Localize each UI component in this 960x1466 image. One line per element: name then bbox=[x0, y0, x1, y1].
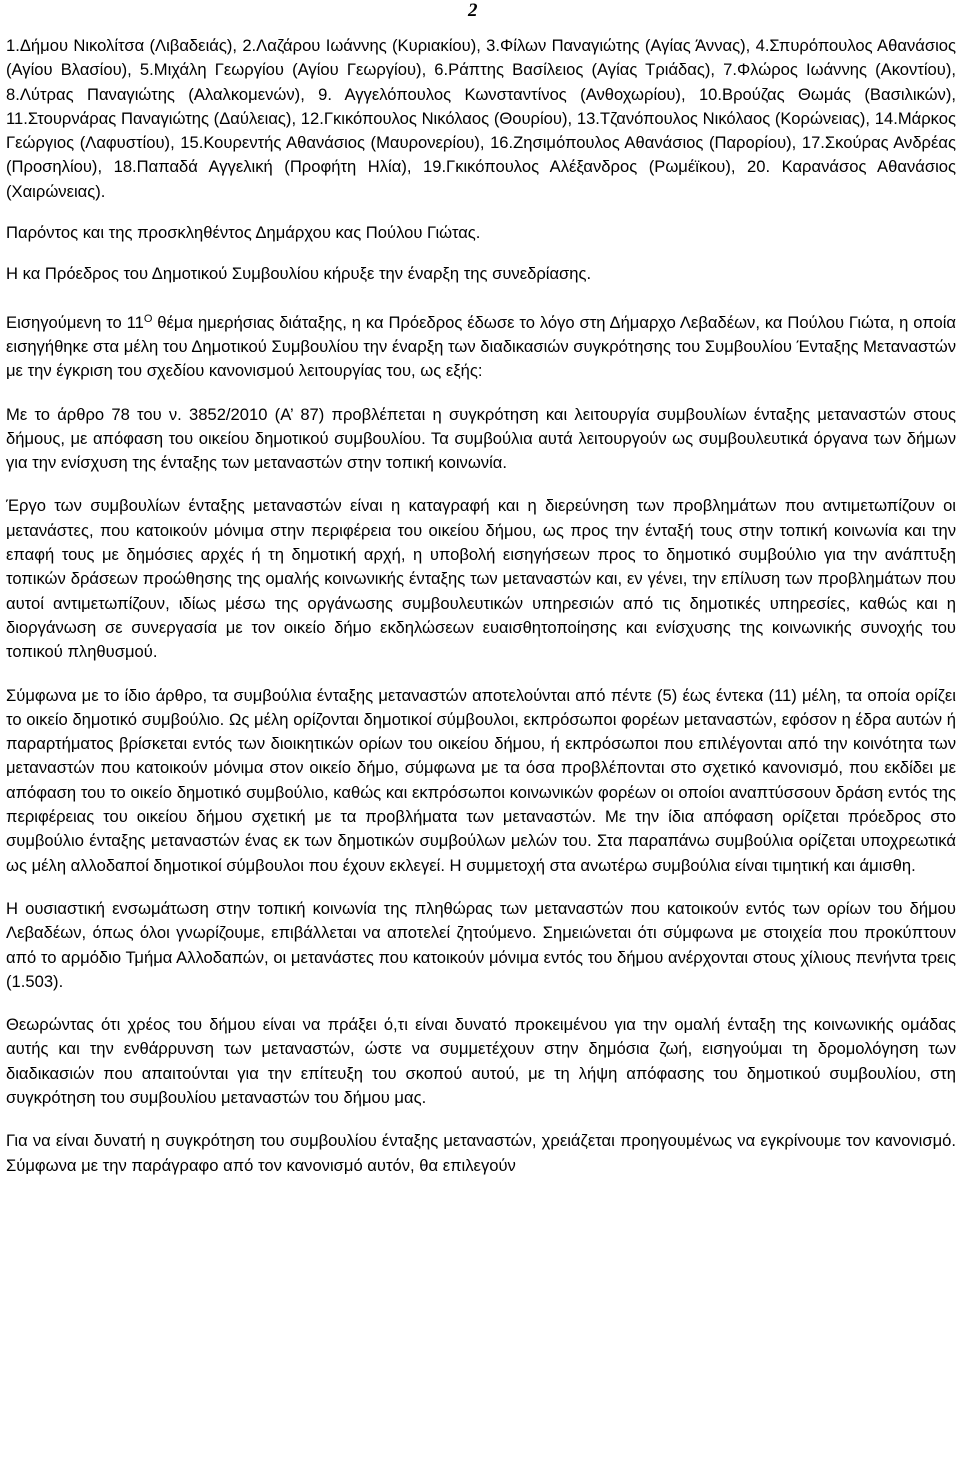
attendees-paragraph: 1.Δήμου Νικολίτσα (Λιβαδειάς), 2.Λαζάρου Ιωάννης (Κυριακίου), 3.Φίλων Παναγιώτης (Αγίας Άννας), 4.Σπυρόπουλος Αθανάσιος (Αγίου Βλασίου), 5.Μιχάλη Γεωργίου (Αγίου Γεωργίου), 6.Ράπτης Βασίλειος (Αγίας Τριάδας), 7.Φλώρος Ιωάννης (Ακοντίου), 8.Λύτρας Παναγιώτης (Αλαλκομενών), 9. Αγγελόπουλος Κωνσταντίνος (Ανθοχωρίου), 10.Βρούζας Θωμάς (Βασιλικών), 11.Στουρνάρας Παναγιώτης (Δαύλειας), 12.Γκικόπουλος Νικόλαος (Θουρίου), 13.Τζανόπουλος Νικόλαος (Κορώνειας), 14.Μάρκος Γεώργιος (Λαφυστίου), 15.Κουρεντής Αθανάσιος (Μαυρονερίου), 16.Ζησιμόπουλος Αθανάσιος (Παρορίου), 17.Σκούρας Ανδρέας (Προσηλίου), 18.Παπαδά Αγγελική (Προφήτη Ηλία), 19.Γκικόπουλος Αλέξανδρος (Ρωμέϊκου), 20. Καρανάσος Αθανάσιος (Χαιρώνειας). bbox=[6, 36, 956, 201]
law-paragraph: Με το άρθρο 78 του ν. 3852/2010 (Α’ 87) προβλέπεται η συγκρότηση και λειτουργία συμβουλίων ένταξης μεταναστών στους δήμους, με απόφαση του οικείου δημοτικού συμβουλίου. Τα συμβούλια αυτά λειτουργούν ως συμβουλευτικά όργανα των δήμων για την ενίσχυση της ένταξης των μεταναστών στην τοπική κοινωνία. bbox=[6, 404, 956, 473]
document-body bbox=[6, 34, 956, 1178]
mission-paragraph: Έργο των συμβουλίων ένταξης μεταναστών είναι η καταγραφή και η διερεύνηση των προβλημάτων που αντιμετωπίζουν οι μετανάστες, που κατοικούν μόνιμα στην περιφέρεια του οικείου δήμου, ως προς την ένταξή τους στην τοπική κοινωνία και την επαφή τους με δημόσιες αρχές ή τη δημοτική αρχή, η υποβολή εισηγήσεων προς το δημοτικό συμβούλιο για την ανάπτυξη τοπικών δράσεων προώθησης της ομαλής κοινωνικής ένταξης των μεταναστών και, εν γένει, την επίλυση των προβλημάτων που αυτοί αντιμετωπίζουν, ιδίως μέσω της οργάνωσης συμβουλευτικών υπηρεσιών από τις δημοτικές υπηρεσίες, καθώς και η διοργάνωση σε συνεργασία με τον οικείο δήμο εκδηλώσεων ευαισθητοποίησης και ενίσχυσης της κοινωνικής συνοχής του τοπικού πληθυσμού. bbox=[6, 496, 956, 662]
intro-text-rest: θέμα ημερήσιας διάταξης, η κα Πρόεδρος έδωσε το λόγο στη Δήμαρχο Λεβαδέων, κα Πούλου Γιώτα, η οποία εισηγήθηκε στα μέλη του Δημοτικού Συμβουλίου την έναρξη των διαδικασιών συγκρότησης του Συμβουλίου Ένταξης Μεταναστών με την έγκριση του σχεδίου κανονισμού λειτουργίας του, ως εξής: bbox=[6, 312, 956, 381]
composition-paragraph: Σύμφωνα με το ίδιο άρθρο, τα συμβούλια ένταξης μεταναστών αποτελούνται από πέντε (5) έως έντεκα (11) μέλη, τα οποία ορίζει το οικείο δημοτικό συμβούλιο. Ως μέλη ορίζονται δημοτικοί σύμβουλοι, εκπρόσωποι φορέων μεταναστών, εφόσον η έδρα αυτών ή παραρτήματος βρίσκεται εντός των διοικητικών ορίων του οικείου δήμου, ή εκπρόσωποι που επιλέγονται από την κοινότητα των μεταναστών που κατοικούν μόνιμα στον οικείο δήμο, σύμφωνα με τα όσα προβλέπονται στο σχετικό κανονισμό, που εκδίδει με απόφαση του το οικείο δημοτικό συμβούλιο, καθώς και εκπρόσωποι κοινωνικών φορέων οι οποίοι αναπτύσσουν δράση εντός της περιφέρειας του οικείου δήμου σχετική με τα προβλήματα των μεταναστών. Με την ίδια απόφαση ορίζεται πρόεδρος στο συμβούλιο ένταξης μεταναστών ένας εκ των δημοτικών συμβούλων μελών του. Στα παραπάνω συμβούλια ορίζεται υποχρεωτικά ως μέλη αλλοδαποί δημοτικοί σύμβουλοι που έχουν εκλεγεί. Η συμμετοχή στα ανωτέρω συμβούλια είναι τιμητική και άμισθη. bbox=[6, 685, 956, 875]
closing-paragraph: Για να είναι δυνατή η συγκρότηση του συμβουλίου ένταξης μεταναστών, χρειάζεται προηγουμένως να εγκρίνουμε τον κανονισμό. Σύμφωνα με την παράγραφο από τον κανονισμό αυτόν, θα επιλεγούν bbox=[6, 1131, 956, 1175]
introduction-paragraph bbox=[6, 311, 956, 384]
intro-text-start: Εισηγούμενη το 11 bbox=[6, 312, 144, 332]
page-number: 2 bbox=[468, 0, 478, 21]
integration-paragraph: Η ουσιαστική ενσωμάτωση στην τοπική κοινωνία της πληθώρας των μεταναστών που κατοικούν εντός των ορίων του δήμου Λεβαδέων, όπως όλοι γνωρίζουμε, επιβάλλεται να αποτελεί ζητούμενο. Σημειώνεται ότι σύμφωνα με στοιχεία που προκύπτουν από το αρμόδιο Τμήμα Αλλοδαπών, οι μετανάστες που κατοικούν μόνιμα εντός του δήμου ανέρχονται στους χίλιους πενήντα τρεις (1.503). bbox=[6, 898, 956, 991]
present-paragraph: Παρόντος και της προσκληθέντος Δημάρχου κας Πούλου Γιώτας. bbox=[6, 223, 481, 243]
opening-paragraph: Η κα Πρόεδρος του Δημοτικού Συμβουλίου κήρυξε την έναρξη της συνεδρίασης. bbox=[6, 264, 592, 284]
duty-paragraph: Θεωρώντας ότι χρέος του δήμου είναι να πράξει ό,τι είναι δυνατό προκειμένου για την ομαλή ένταξη της κοινωνικής ομάδας αυτής και την ενθάρρυνση των μεταναστών, ώστε να συμμετέχουν στην δημόσια ζωή, εισηγούμαι τη δρομολόγηση των διαδικασιών που απαιτούνται για την επίτευξη του σκοπού αυτού, με τη λήψη απόφασης του δημοτικού συμβουλίου, στη συγκρότηση του συμβουλίου μεταναστών του δήμου μας. bbox=[6, 1015, 956, 1107]
ordinal-superscript: Ο bbox=[143, 312, 153, 325]
